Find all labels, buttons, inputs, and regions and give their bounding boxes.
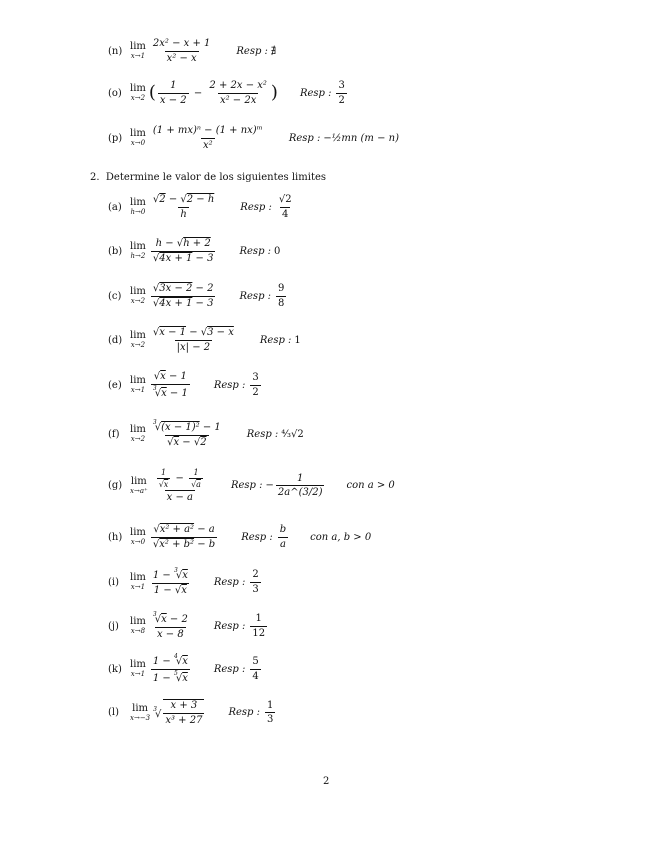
answer: Resp : $\frac{1}{3}$ [228, 699, 274, 725]
limit-operator: lim x→2 [130, 83, 146, 102]
expression: $\frac{1}{x - 2}$ [159, 80, 187, 106]
answer: Resp : $\frac{1}{12}$ [213, 613, 266, 639]
answer: Resp : ∄ [236, 45, 277, 57]
exercise-label: (a) [108, 201, 122, 213]
limit-operator: lim x→0 [130, 128, 146, 147]
exercise-g [108, 468, 395, 504]
exercise-e [108, 371, 263, 399]
answer: Resp : $\frac{9}{8}$ [239, 283, 285, 309]
answer: Resp : $\frac{3}{2}$ [213, 372, 259, 398]
expression: $\frac{1 - ^4√x}{1 - ^5√x}$ [152, 653, 188, 684]
exercise-a [108, 194, 296, 220]
expression: $\frac{1 - ^3√x}{1 - √x}$ [152, 567, 188, 596]
exercise-k [108, 654, 263, 684]
limit-operator: lim h→0 [130, 197, 146, 216]
exercise-label: (g) [108, 480, 123, 492]
exercise-label: (i) [108, 576, 120, 588]
expression: $\frac{^3√x - 2}{x - 8}$ [152, 611, 188, 640]
limit-operator: lim x→0 [130, 527, 146, 546]
exercise-n [108, 38, 276, 64]
exercise-j [108, 612, 269, 640]
exercise-f [108, 420, 304, 448]
limit-operator: lim h→2 [130, 241, 146, 260]
expression: $\frac{\text{(1 + mx)ⁿ − (1 + nx)ᵐ}}{\text{x²}}$ [152, 125, 263, 151]
exercise-label: (c) [108, 290, 122, 302]
condition: con a, b > 0 [310, 531, 372, 543]
answer: Resp : 0 [239, 245, 281, 257]
expression: $\frac{^3√(x - 1)^2 - 1}{√x - √2}$ [152, 419, 221, 448]
exercise-i [108, 568, 263, 596]
limit-operator: lim x→1 [130, 41, 146, 60]
expression: $\frac{√x - 1 - √3 - x}{|x| - 2}$ [152, 327, 234, 353]
exercise-label: (e) [108, 379, 122, 391]
section-heading: 2. Determine le valor de los siguientes limites [90, 172, 327, 183]
exercise-l: (l) lim x→−3 $^3$√ $\frac{x + 3}{\text{x³ + 27}}$ Resp : $\frac{1}{3}$ [108, 699, 277, 726]
limit-operator: lim x→a⁺ [130, 475, 148, 495]
exercise-b [108, 238, 280, 264]
exercise-o: (o) lim x→2 ( $\frac{1}{x - 2}$ − $\frac{\text{2 + 2x − x²}}{\text{x² − 2x}}$ ) Resp : $\frac{3}{2}$ [108, 80, 349, 106]
answer: Resp : $\frac{b}{a}$ [241, 524, 287, 550]
expression: $\frac{√2 - √2 - h}{h}$ [152, 194, 215, 220]
exercise-label: (f) [108, 428, 120, 440]
answer: Resp : 1 [259, 334, 301, 346]
exercise-label: (b) [108, 245, 123, 257]
answer: Resp : − $\frac{1}{2a\^{}(3/2)}$ [230, 472, 323, 499]
limit-operator: lim x→−3 [130, 702, 151, 722]
exercise-p [108, 125, 399, 151]
exercise-label: (l) [108, 707, 120, 718]
expression: $\frac{\text{2x² − x + 1}}{\text{x² − x}}$ [152, 38, 211, 64]
answer: Resp : $\frac{2}{3}$ [213, 569, 259, 595]
exercise-h [108, 524, 371, 550]
limit-operator: lim x→2 [130, 330, 146, 349]
exercise-d [108, 327, 301, 353]
expression: $\frac{√x - 1}{^3√x - 1}$ [152, 371, 188, 399]
expression: $\frac{\text{√x² + a² − a}}{\text{√x² + b² − b}}$ [152, 524, 216, 550]
exercise-label: (o) [108, 87, 122, 99]
exercise-c [108, 283, 288, 309]
limit-operator: lim x→8 [130, 616, 146, 635]
limit-operator: lim x→1 [130, 572, 146, 591]
expression: $\frac{1}{√x}$ − $\frac{1}{√a}$ x − a [158, 468, 201, 504]
limit-operator: lim x→2 [130, 424, 146, 443]
answer: Resp : −½mn (m − n) [288, 132, 399, 144]
page-number: 2 [323, 776, 330, 787]
condition: con a > 0 [346, 480, 395, 492]
expression: $\frac{h - √h + 2}{√4x + 1 - 3}$ [152, 238, 214, 264]
answer: Resp : ⁴⁄₃√2 [246, 428, 304, 440]
exercise-label: (j) [108, 620, 119, 632]
exercise-label: (d) [108, 334, 123, 346]
expression: $\frac{x + 3}{\text{x³ + 27}}$ [165, 700, 203, 726]
expression: $\frac{√3x - 2 - 2}{√4x + 1 - 3}$ [152, 283, 214, 309]
answer: Resp : $\frac{5}{4}$ [213, 656, 259, 682]
exercise-label: (k) [108, 663, 122, 675]
limit-operator: lim x→1 [130, 659, 146, 678]
limit-operator: lim x→2 [130, 286, 146, 305]
exercise-label: (h) [108, 531, 123, 543]
exercise-label: (p) [108, 132, 123, 144]
limit-operator: lim x→1 [130, 375, 146, 394]
answer: Resp : $\frac{3}{2}$ [299, 80, 345, 106]
exercise-label: (n) [108, 45, 123, 57]
answer: Resp : $\frac{√2}{4}$ [240, 194, 292, 220]
